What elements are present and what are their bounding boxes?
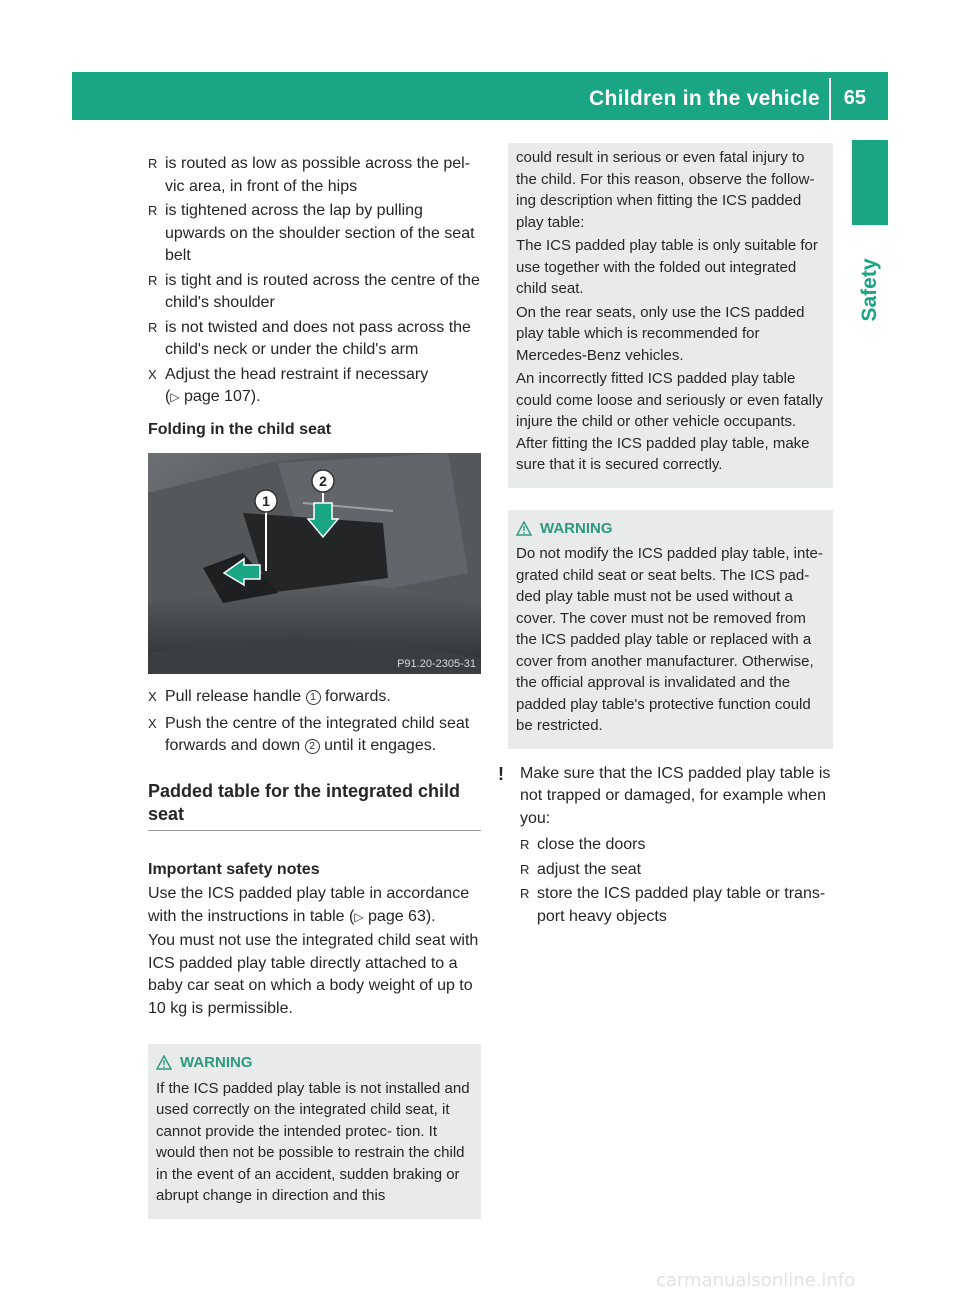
list-item: R is not twisted and does not pass across the child's neck or under the child's arm [148, 318, 471, 358]
step-arrow-icon: X [148, 366, 157, 382]
header-divider [829, 78, 831, 120]
page-ref-link[interactable]: page 107). [184, 388, 261, 405]
image-callout-1: 1 [262, 493, 270, 509]
warning-box-continued [508, 143, 833, 488]
image-callout-2: 2 [319, 473, 327, 489]
note-block [498, 763, 833, 929]
warning-heading: WARNING [516, 518, 825, 540]
callout-2-icon: 2 [305, 739, 320, 754]
subheading-safety-notes: Important safety notes [148, 860, 320, 878]
bullet-mark: R [148, 319, 158, 335]
section-label-text: Safety [858, 258, 881, 322]
section-label [852, 240, 888, 340]
heading-folding: Folding in the child seat [148, 420, 332, 438]
warning-text: An incorrectly fitted ICS padded play table could come loose and seriously or even fatally injure the child or other vehicle occupants. After fitting the ICS padded play table, make sure that it is secured correctly. [516, 370, 823, 473]
page-ref-link[interactable]: page 63). [368, 907, 436, 925]
paragraph: You must not use the integrated child seat with ICS padded play table directly attached to a baby car seat on which a body weight of up to 10 kg is permissible. [148, 932, 479, 1017]
step-push-seat: X Push the centre of the integrated child seat forwards and down 2 until it engages. [148, 714, 470, 754]
step-arrow-icon: X [148, 689, 157, 704]
warning-heading: WARNING [156, 1052, 473, 1074]
warning-text: Do not modify the ICS padded play table, inte- grated child seat or seat belts. The ICS pad- ded play table must not be used without a cover. The cover must not be removed from the ICS padded play table or replaced with a cover from another manufacturer. Otherwise, the official approval is invalidated and the padded play table's protective function could be restricted. [516, 545, 823, 734]
warning-text: could result in serious or even fatal injury to the child. For this reason, observe the follow- ing description when fitting the ICS padded play table: [516, 149, 815, 231]
bullet-mark: R [148, 203, 158, 218]
bullet-mark: R [520, 837, 530, 852]
warning-text: On the rear seats, only use the ICS padded play table which is recommended for Mercedes-Benz vehicles. [516, 303, 805, 364]
right-column [498, 149, 833, 930]
paragraph: Use the ICS padded play table in accordance with the instructions in table (▷ page 63). [148, 885, 470, 925]
watermark: carmanualsonline.info [656, 1270, 856, 1291]
callout-1-icon: 1 [306, 690, 321, 705]
section-tab [852, 140, 888, 225]
warning-text: The ICS padded play table is only suitable for use together with the folded out integrated child seat. [516, 237, 818, 297]
list-item: R is tightened across the lap by pulling upwards on the shoulder section of the seat belt [148, 202, 475, 264]
step-pull-handle: X Pull release handle 1 forwards. [148, 686, 481, 709]
bullet-mark: R [148, 272, 158, 288]
list-item: R is tight and is routed across the centre of the child's shoulder [148, 271, 480, 311]
step-adjust-head-restraint: X Adjust the head restraint if necessary (▷ page 107). [148, 365, 429, 405]
list-item: R adjust the seat [520, 859, 833, 882]
left-column [148, 153, 481, 1219]
note-text: Make sure that the ICS padded play table is not trapped or damaged, for example when you: [520, 764, 831, 827]
header-bar [72, 72, 888, 120]
heading-padded-table: Padded table for the integrated child seat [148, 780, 481, 831]
bullet-mark: R [520, 861, 530, 877]
warning-box [148, 1044, 481, 1219]
chapter-title: Children in the vehicle [589, 87, 820, 110]
page-number: 65 [843, 87, 866, 109]
page-ref-arrow-icon: ▷ [354, 909, 364, 924]
list-item: R store the ICS padded play table or trans- port heavy objects [520, 885, 826, 925]
seat-illustration [148, 453, 481, 674]
image-code: P91.20-2305-31 [397, 658, 476, 670]
page-ref-arrow-icon: ▷ [170, 390, 180, 404]
seat-photo [148, 453, 481, 674]
step-arrow-icon: X [148, 715, 157, 731]
warning-box [508, 510, 833, 749]
list-item: R is routed as low as possible across the pel- vic area, in front of the hips [148, 155, 471, 195]
warning-triangle-icon [156, 1055, 172, 1070]
exclamation-icon: ! [498, 763, 504, 784]
bullet-mark: R [148, 156, 158, 171]
list-item: R close the doors [520, 834, 833, 857]
warning-triangle-icon [516, 521, 532, 536]
warning-text: If the ICS padded play table is not installed and used correctly on the integrated child seat, it cannot provide the intended protec- tion. It would then not be possible to restrain the child in the event of an accident, sudden braking or abrupt change in direction and this [156, 1079, 470, 1204]
bullet-mark: R [520, 886, 530, 901]
